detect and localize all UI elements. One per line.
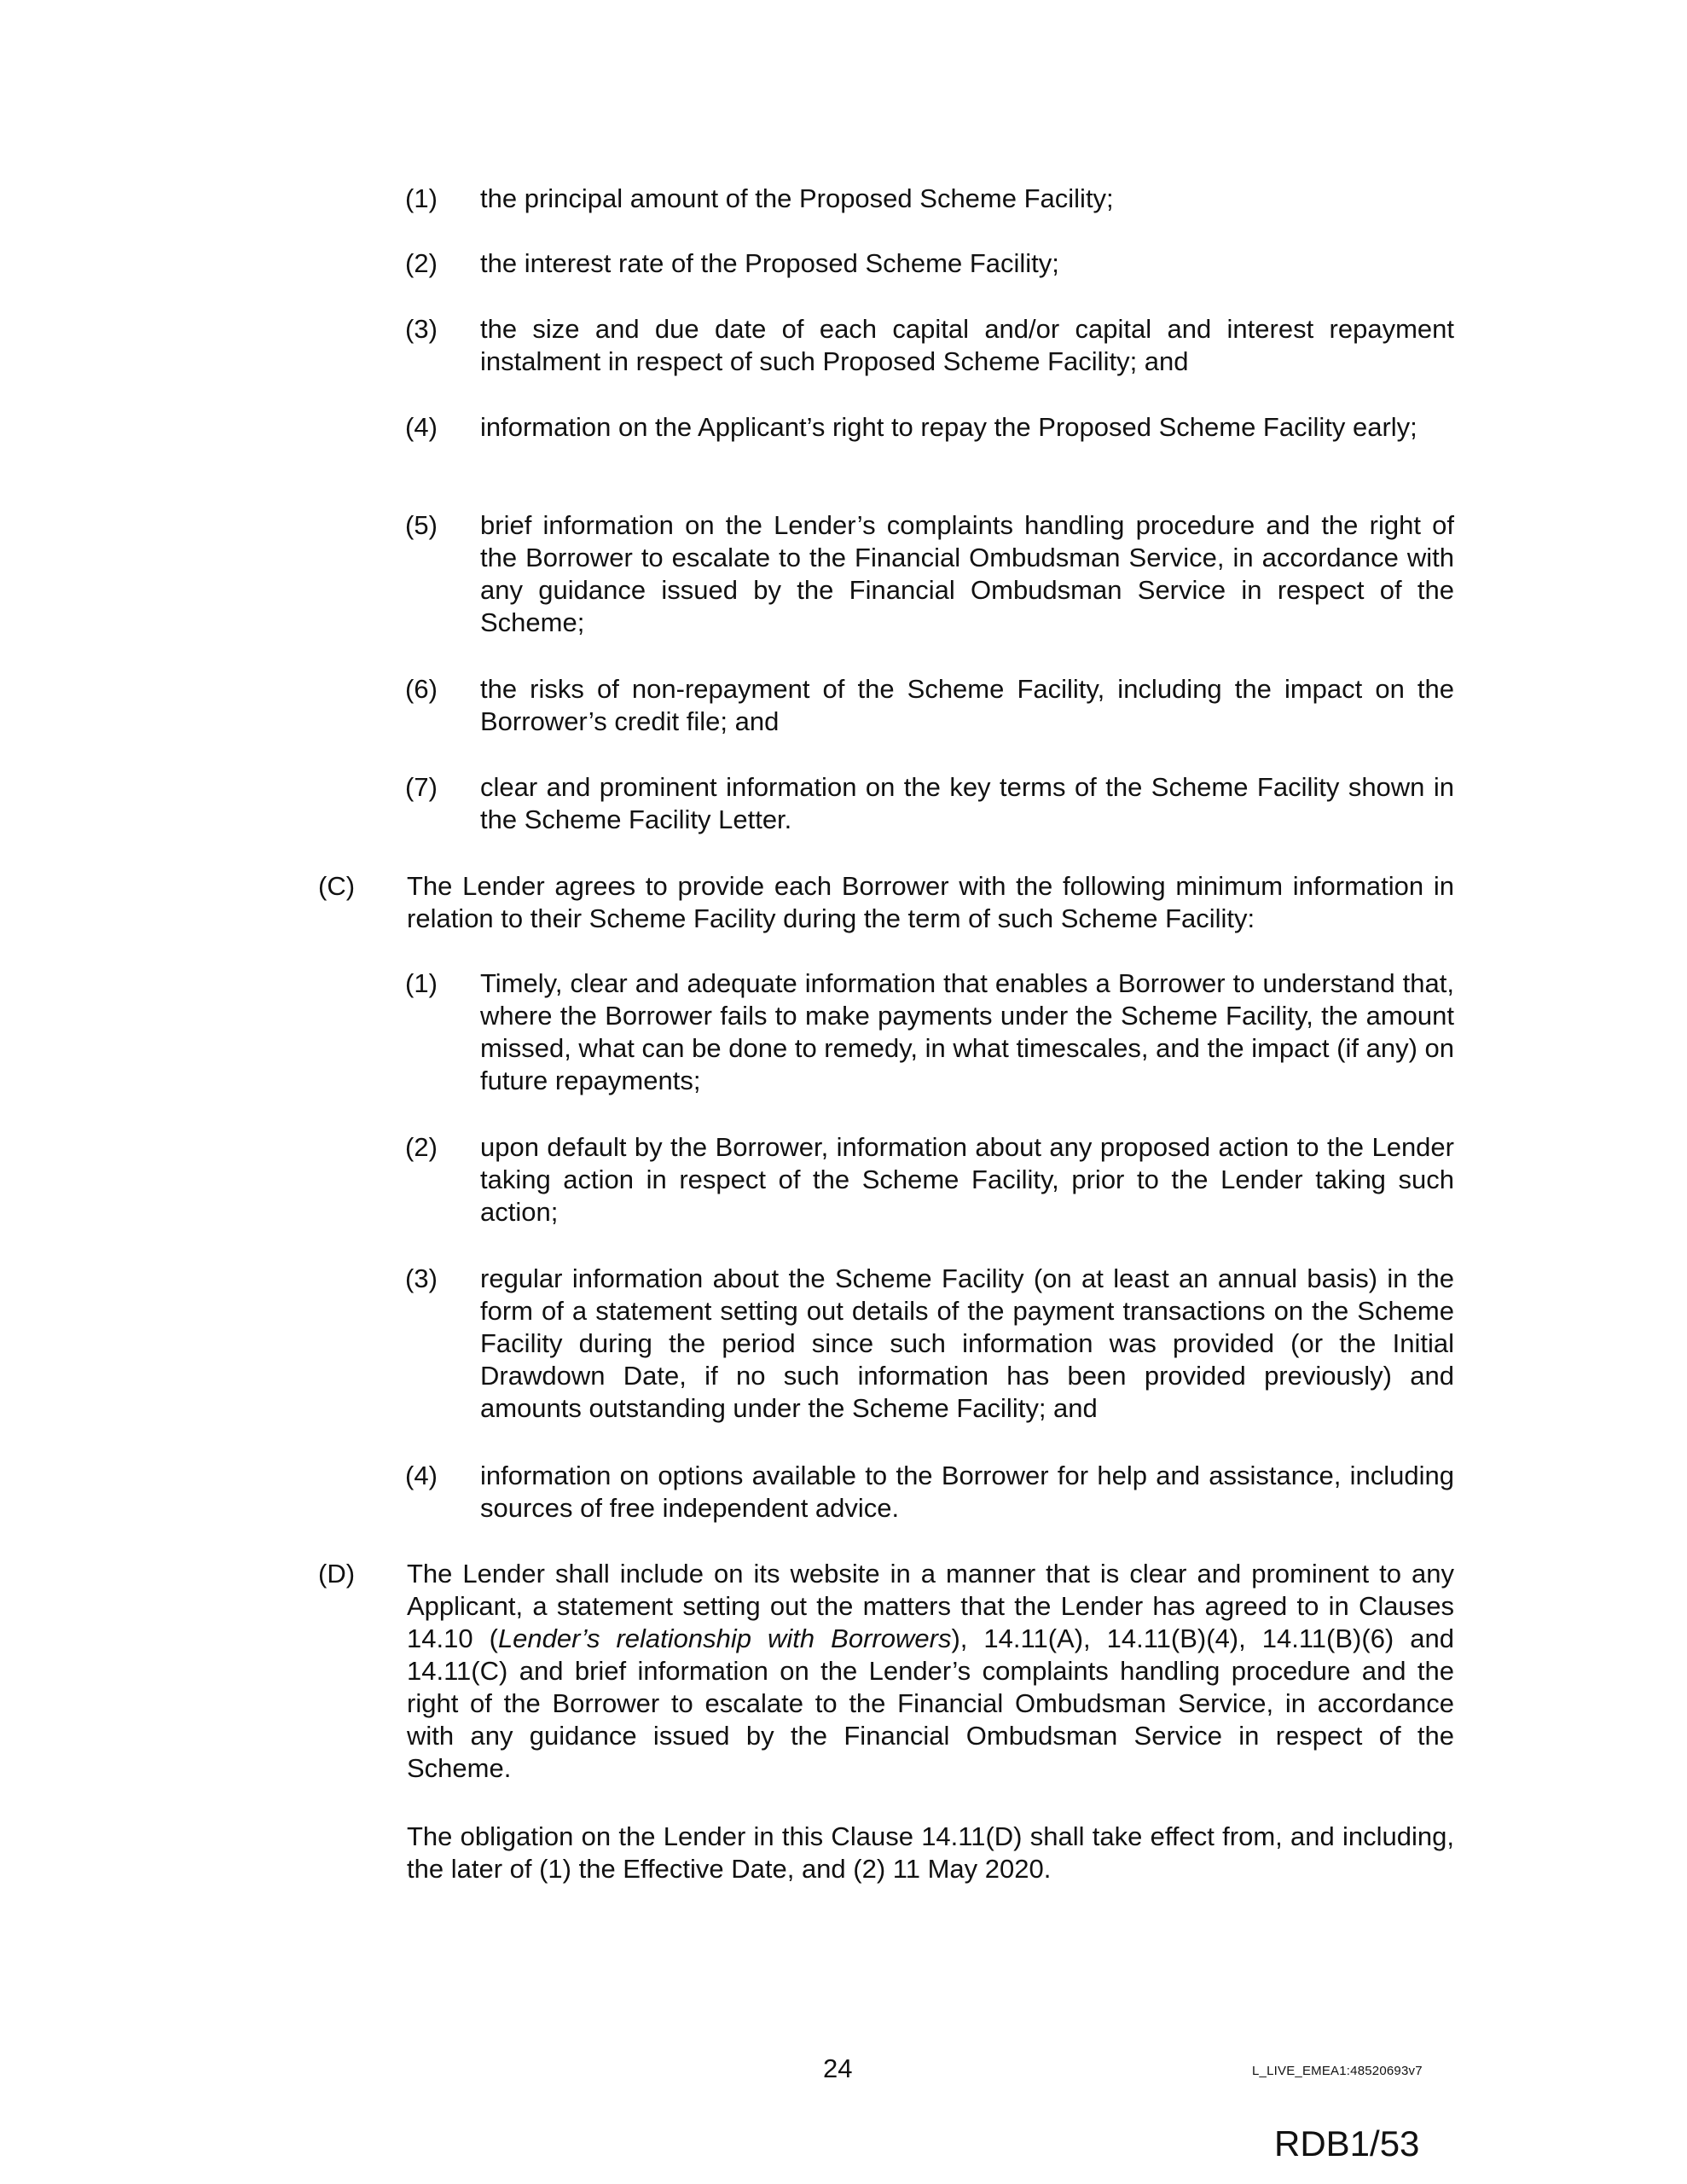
clause-text-a: The Lender shall include on its website in a manner that is clear and prominent to any Applicant, a statement setting out the matters that the Lender has agreed to in Clauses 14.10 ( <box>407 1559 1454 1653</box>
item-number: (2) <box>405 1132 438 1162</box>
item-number: (5) <box>405 510 438 540</box>
item-number: (4) <box>405 1461 438 1490</box>
item-text: regular information about the Scheme Facility (on at least an annual basis) in the form of a statement setting out details of the payment transactions on the Scheme Facility during the period since such information was provided (or the Initial Drawdown Date, if no such information has been provided previously) and amounts outstanding under the Scheme Facility; and <box>480 1263 1454 1423</box>
paragraph-text: The obligation on the Lender in this Clause 14.11(D) shall take effect from, and including, the later of (1) the Effective Date, and (2) 11 May 2020. <box>407 1821 1454 1884</box>
bundle-stamp: RDB1/53 <box>1274 2123 1420 2164</box>
item-text: the principal amount of the Proposed Scheme Facility; <box>480 183 1114 213</box>
item-text: brief information on the Lender’s complaints handling procedure and the right of the Borrower to escalate to the Financial Ombudsman Service, in accordance with any guidance issued by the Financial Ombudsman Service in respect of the Scheme; <box>480 510 1454 637</box>
item-text: information on options available to the Borrower for help and assistance, including sources of free independent advice. <box>480 1461 1454 1523</box>
clause-number: (D) <box>318 1559 356 1589</box>
clause-text: The Lender agrees to provide each Borrower with the following minimum information in relation to their Scheme Facility during the term of such Scheme Facility: <box>407 871 1454 933</box>
clause-text-italic: Lender’s relationship with Borrowers <box>497 1623 952 1653</box>
page-number: 24 <box>823 2053 853 2083</box>
document-reference: L_LIVE_EMEA1:48520693v7 <box>1252 2064 1423 2078</box>
clause-text <box>407 1558 1454 1785</box>
item-number: (6) <box>405 674 438 704</box>
item-number: (2) <box>405 248 438 278</box>
item-text: the risks of non-repayment of the Scheme Facility, including the impact on the Borrower’s credit file; and <box>480 674 1454 736</box>
clause-text-b: ), 14.11(A), 14.11(B)(4), 14.11(B)(6) and 14.11(C) and brief information on the Lender’s complaints handling procedure and the right of the Borrower to escalate to the Financial Ombudsman Service, in accordance with any guidance issued by the Financial Ombudsman Service in respect of the Scheme. <box>407 1623 1455 1783</box>
item-text: upon default by the Borrower, information about any proposed action to the Lender taking action in respect of the Scheme Facility, prior to the Lender taking such action; <box>480 1132 1454 1227</box>
item-text: Timely, clear and adequate information that enables a Borrower to understand that, where the Borrower fails to make payments under the Scheme Facility, the amount missed, what can be done to remedy, in what timescales, and the impact (if any) on future repayments; <box>480 968 1454 1095</box>
item-text: the size and due date of each capital and/or capital and interest repayment instalment in respect of such Proposed Scheme Facility; and <box>480 314 1454 376</box>
item-text: information on the Applicant’s right to repay the Proposed Scheme Facility early; <box>480 412 1417 442</box>
item-number: (1) <box>405 968 438 998</box>
item-number: (4) <box>405 412 438 442</box>
item-number: (3) <box>405 1263 438 1293</box>
clause-number: (C) <box>318 871 356 901</box>
item-text: clear and prominent information on the key terms of the Scheme Facility shown in the Scheme Facility Letter. <box>480 772 1454 834</box>
item-number: (1) <box>405 183 438 213</box>
item-number: (7) <box>405 772 438 802</box>
item-text: the interest rate of the Proposed Scheme Facility; <box>480 248 1059 278</box>
item-number: (3) <box>405 314 438 344</box>
